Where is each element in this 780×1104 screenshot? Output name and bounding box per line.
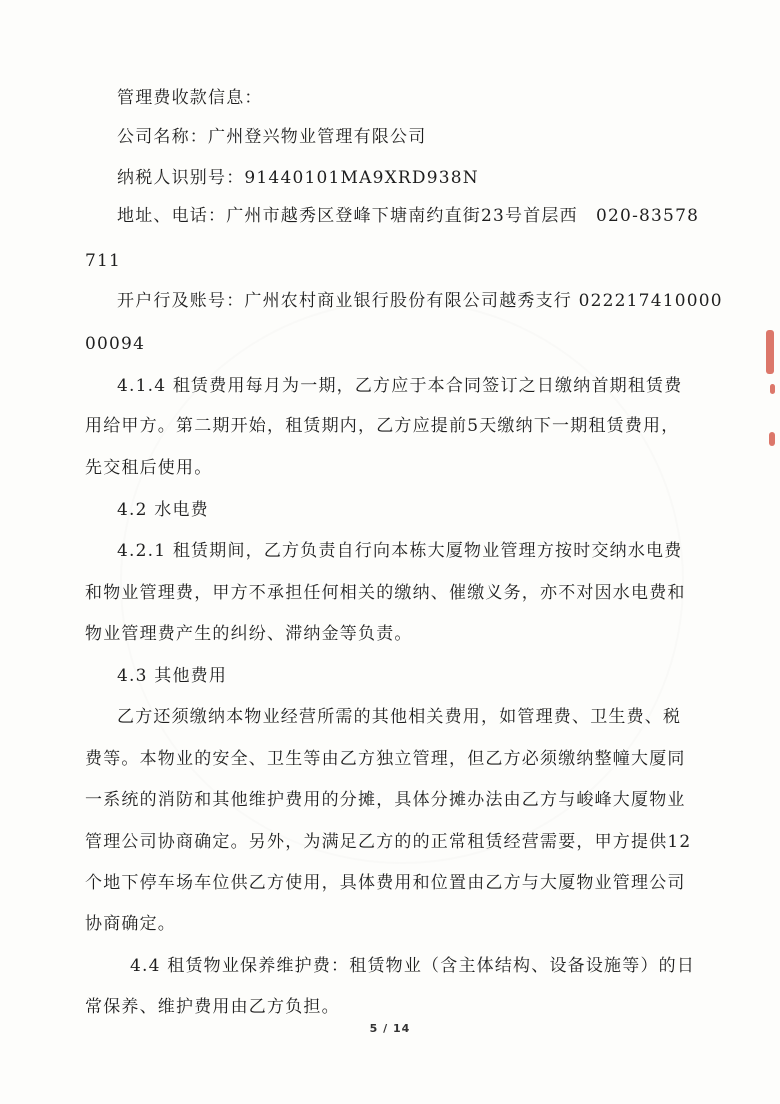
text-line-10: 先交租后使用。 [85, 458, 213, 478]
text-line-23: 常保养、维护费用由乙方负担。 [85, 997, 340, 1017]
text-line-5: 711 [85, 251, 122, 271]
text-line-22: 4.4 租赁物业保养维护费：租赁物业（含主体结构、设备设施等）的日 [130, 956, 696, 976]
text-line-19: 管理公司协商确定。另外，为满足乙方的的正常租赁经营需要，甲方提供12 [85, 832, 692, 852]
seal-edge-mark [770, 384, 775, 394]
text-line-13: 和物业管理费，甲方不承担任何相关的缴纳、催缴义务，亦不对因水电费和 [85, 583, 686, 603]
text-line-18: 一系统的消防和其他维护费用的分摊，具体分摊办法由乙方与峻峰大厦物业 [85, 790, 686, 810]
text-line-6: 开户行及账号：广州农村商业银行股份有限公司越秀支行 022217410000 [117, 291, 723, 311]
text-line-2: 公司名称：广州登兴物业管理有限公司 [117, 127, 427, 147]
text-line-16: 乙方还须缴纳本物业经营所需的其他相关费用，如管理费、卫生费、税 [117, 707, 682, 727]
text-line-7: 00094 [85, 334, 146, 354]
text-line-9: 用给甲方。第二期开始，租赁期内，乙方应提前5天缴纳下一期租赁费用， [85, 416, 680, 436]
text-line-11: 4.2 水电费 [117, 500, 209, 520]
text-line-8: 4.1.4 租赁费用每月为一期，乙方应于本合同签订之日缴纳首期租赁费 [117, 376, 683, 396]
text-line-14: 物业管理费产生的纠纷、滞纳金等负责。 [85, 624, 413, 644]
text-line-15: 4.3 其他费用 [117, 666, 228, 686]
text-line-20: 个地下停车场车位供乙方使用，具体费用和位置由乙方与大厦物业管理公司 [85, 873, 686, 893]
text-line-12: 4.2.1 租赁期间，乙方负责自行向本栋大厦物业管理方按时交纳水电费 [117, 541, 683, 561]
seal-edge-mark [766, 330, 774, 374]
seal-edge-mark [769, 432, 775, 446]
text-line-1: 管理费收款信息： [117, 88, 263, 108]
text-line-17: 费等。本物业的安全、卫生等由乙方独立管理，但乙方必须缴纳整幢大厦同 [85, 749, 686, 769]
text-line-21: 协商确定。 [85, 914, 176, 934]
text-line-4: 地址、电话：广州市越秀区登峰下塘南约直街23号首层西 020-83578 [117, 206, 700, 226]
text-line-3: 纳税人识别号：91440101MA9XRD938N [117, 168, 479, 188]
page-number: 5 / 14 [369, 1022, 411, 1035]
